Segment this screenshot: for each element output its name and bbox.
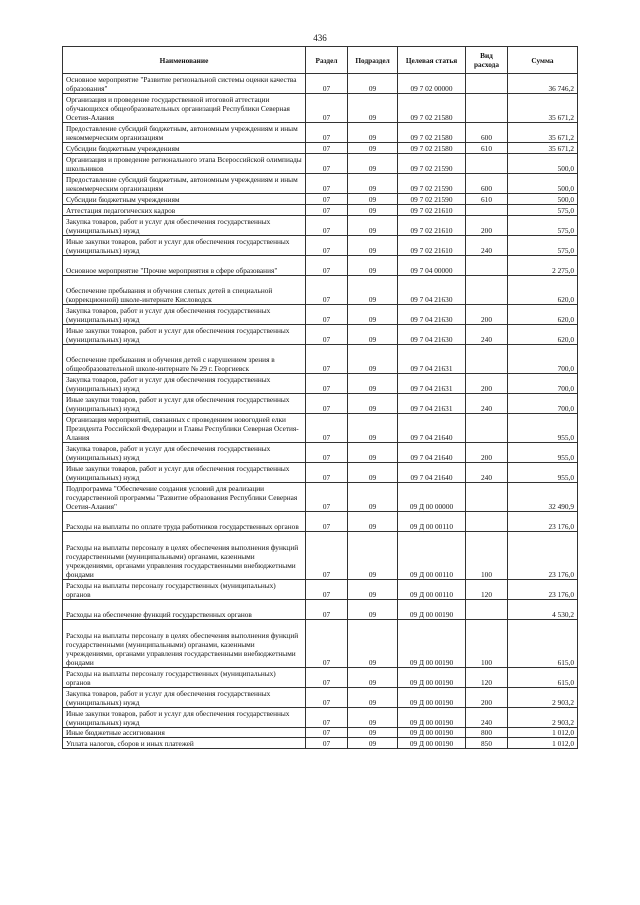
cell-sum: 23 176,0 — [508, 579, 578, 599]
cell-subsection: 09 — [348, 373, 398, 393]
cell-target-article: 09 7 04 21631 — [398, 393, 466, 413]
cell-target-article: 09 7 04 21630 — [398, 304, 466, 324]
cell-name: Расходы на выплаты персоналу государственных (муниципальных) органов — [63, 667, 306, 687]
cell-target-article: 09 7 02 00000 — [398, 74, 466, 94]
cell-section: 07 — [306, 173, 348, 193]
cell-section: 07 — [306, 123, 348, 143]
cell-section: 07 — [306, 687, 348, 707]
table-row — [63, 532, 578, 580]
cell-section: 07 — [306, 413, 348, 442]
header-row — [63, 47, 578, 74]
cell-expense-type: 120 — [466, 579, 508, 599]
cell-sum: 955,0 — [508, 443, 578, 463]
cell-name: Субсидии бюджетным учреждениям — [63, 193, 306, 204]
cell-expense-type: 200 — [466, 304, 508, 324]
cell-name: Расходы на выплаты персоналу в целях обеспечения выполнения функций государственными (муниципальными) органами, казенными учреждениями, органами управления государственными внебюджетными фондами — [63, 532, 306, 580]
cell-name: Основное мероприятие "Прочие мероприятия в сфере образования" — [63, 255, 306, 275]
cell-sum: 615,0 — [508, 619, 578, 667]
cell-name: Расходы на обеспечение функций государственных органов — [63, 599, 306, 619]
cell-sum: 700,0 — [508, 393, 578, 413]
cell-subsection: 09 — [348, 738, 398, 749]
cell-expense-type — [466, 344, 508, 373]
cell-target-article: 09 7 02 21590 — [398, 193, 466, 204]
cell-subsection: 09 — [348, 74, 398, 94]
cell-expense-type — [466, 94, 508, 123]
cell-section: 07 — [306, 393, 348, 413]
cell-expense-type — [466, 413, 508, 442]
cell-name: Основное мероприятие "Развитие региональной системы оценки качества образования" — [63, 74, 306, 94]
header-section: Раздел — [306, 47, 348, 74]
table-row — [63, 215, 578, 235]
cell-subsection: 09 — [348, 727, 398, 738]
table-row — [63, 707, 578, 727]
cell-subsection: 09 — [348, 579, 398, 599]
cell-target-article: 09 7 04 21630 — [398, 324, 466, 344]
cell-section: 07 — [306, 204, 348, 215]
cell-subsection: 09 — [348, 413, 398, 442]
cell-section: 07 — [306, 235, 348, 255]
table-row — [63, 235, 578, 255]
cell-target-article: 09 Д 00 00190 — [398, 619, 466, 667]
cell-subsection: 09 — [348, 443, 398, 463]
cell-sum: 620,0 — [508, 275, 578, 304]
cell-subsection: 09 — [348, 599, 398, 619]
header-sum: Сумма — [508, 47, 578, 74]
cell-subsection: 09 — [348, 619, 398, 667]
cell-sum: 1 012,0 — [508, 727, 578, 738]
cell-name: Организация мероприятий, связанных с проведением новогодней елки Президента Российской Федерации и Главы Республики Северная Осетия-Алания — [63, 413, 306, 442]
cell-name: Иные закупки товаров, работ и услуг для обеспечения государственных (муниципальных) нужд — [63, 707, 306, 727]
cell-target-article: 09 7 04 21630 — [398, 275, 466, 304]
table-row — [63, 123, 578, 143]
cell-subsection: 09 — [348, 393, 398, 413]
cell-target-article: 09 Д 00 00110 — [398, 512, 466, 532]
cell-expense-type — [466, 153, 508, 173]
cell-expense-type: 850 — [466, 738, 508, 749]
cell-name: Закупка товаров, работ и услуг для обеспечения государственных (муниципальных) нужд — [63, 215, 306, 235]
cell-expense-type: 800 — [466, 727, 508, 738]
table-row — [63, 324, 578, 344]
table-row — [63, 275, 578, 304]
cell-expense-type: 100 — [466, 619, 508, 667]
cell-name: Предоставление субсидий бюджетным, автономным учреждениям и иным некоммерческим организациям — [63, 173, 306, 193]
cell-expense-type: 240 — [466, 707, 508, 727]
cell-target-article: 09 Д 00 00190 — [398, 687, 466, 707]
cell-expense-type — [466, 255, 508, 275]
cell-sum: 500,0 — [508, 153, 578, 173]
table-body — [63, 74, 578, 749]
cell-name: Обеспечение пребывания и обучения детей с нарушением зрения в общеобразовательной школе-интернате № 29 г. Георгиевск — [63, 344, 306, 373]
cell-sum: 2 903,2 — [508, 687, 578, 707]
cell-subsection: 09 — [348, 255, 398, 275]
cell-expense-type: 120 — [466, 667, 508, 687]
cell-target-article: 09 7 04 21640 — [398, 413, 466, 442]
cell-name: Подпрограмма "Обеспечение создания условий для реализации государственной программы "Развитие образования Республики Северная Осетия-Алания" — [63, 483, 306, 512]
cell-subsection: 09 — [348, 143, 398, 154]
cell-target-article: 09 7 02 21580 — [398, 94, 466, 123]
table-row — [63, 599, 578, 619]
cell-expense-type: 610 — [466, 193, 508, 204]
cell-name: Иные закупки товаров, работ и услуг для обеспечения государственных (муниципальных) нужд — [63, 393, 306, 413]
cell-expense-type: 200 — [466, 443, 508, 463]
cell-name: Иные закупки товаров, работ и услуг для обеспечения государственных (муниципальных) нужд — [63, 463, 306, 483]
cell-name: Субсидии бюджетным учреждениям — [63, 143, 306, 154]
header-subsection: Подраздел — [348, 47, 398, 74]
table-row — [63, 727, 578, 738]
table-row — [63, 173, 578, 193]
cell-sum: 23 176,0 — [508, 512, 578, 532]
cell-expense-type: 200 — [466, 215, 508, 235]
table-header — [63, 47, 578, 74]
cell-sum: 500,0 — [508, 173, 578, 193]
cell-sum: 35 671,2 — [508, 94, 578, 123]
cell-target-article: 09 7 04 21640 — [398, 443, 466, 463]
cell-name: Обеспечение пребывания и обучения слепых детей в специальной (коррекционной) школе-интернате Кисловодск — [63, 275, 306, 304]
cell-subsection: 09 — [348, 532, 398, 580]
cell-sum: 700,0 — [508, 373, 578, 393]
cell-expense-type: 600 — [466, 123, 508, 143]
cell-sum: 955,0 — [508, 413, 578, 442]
cell-sum: 575,0 — [508, 215, 578, 235]
cell-name: Иные закупки товаров, работ и услуг для обеспечения государственных (муниципальных) нужд — [63, 324, 306, 344]
table-row — [63, 143, 578, 154]
table-row — [63, 443, 578, 463]
cell-target-article: 09 7 02 21610 — [398, 235, 466, 255]
cell-sum: 35 671,2 — [508, 143, 578, 154]
cell-target-article: 09 7 02 21610 — [398, 204, 466, 215]
cell-sum: 575,0 — [508, 235, 578, 255]
cell-subsection: 09 — [348, 173, 398, 193]
cell-expense-type — [466, 512, 508, 532]
cell-name: Предоставление субсидий бюджетным, автономным учреждениям и иным некоммерческим организациям — [63, 123, 306, 143]
cell-expense-type: 200 — [466, 687, 508, 707]
cell-subsection: 09 — [348, 123, 398, 143]
cell-section: 07 — [306, 94, 348, 123]
cell-target-article: 09 Д 00 00110 — [398, 532, 466, 580]
cell-sum: 36 746,2 — [508, 74, 578, 94]
table-row — [63, 483, 578, 512]
cell-sum: 1 012,0 — [508, 738, 578, 749]
cell-target-article: 09 7 02 21580 — [398, 143, 466, 154]
cell-name: Организация и проведение государственной итоговой аттестации обучающихся общеобразовательных организаций Республики Северная Осетия-Алания — [63, 94, 306, 123]
cell-subsection: 09 — [348, 204, 398, 215]
table-row — [63, 255, 578, 275]
cell-section: 07 — [306, 738, 348, 749]
table-row — [63, 393, 578, 413]
cell-section: 07 — [306, 153, 348, 173]
cell-section: 07 — [306, 727, 348, 738]
cell-sum: 955,0 — [508, 463, 578, 483]
cell-subsection: 09 — [348, 687, 398, 707]
cell-section: 07 — [306, 373, 348, 393]
cell-section: 07 — [306, 532, 348, 580]
cell-section: 07 — [306, 512, 348, 532]
cell-subsection: 09 — [348, 153, 398, 173]
table-row — [63, 512, 578, 532]
cell-target-article: 09 7 02 21610 — [398, 215, 466, 235]
cell-sum: 35 671,2 — [508, 123, 578, 143]
cell-sum: 575,0 — [508, 204, 578, 215]
table-row — [63, 373, 578, 393]
cell-expense-type: 610 — [466, 143, 508, 154]
page-number: 436 — [313, 33, 327, 43]
cell-subsection: 09 — [348, 275, 398, 304]
cell-subsection: 09 — [348, 707, 398, 727]
cell-subsection: 09 — [348, 667, 398, 687]
cell-subsection: 09 — [348, 94, 398, 123]
budget-table — [62, 46, 578, 749]
cell-section: 07 — [306, 143, 348, 154]
cell-section: 07 — [306, 443, 348, 463]
table-row — [63, 94, 578, 123]
cell-section: 07 — [306, 463, 348, 483]
cell-sum: 32 490,9 — [508, 483, 578, 512]
cell-section: 07 — [306, 324, 348, 344]
cell-subsection: 09 — [348, 324, 398, 344]
cell-expense-type — [466, 204, 508, 215]
cell-sum: 620,0 — [508, 304, 578, 324]
table-row — [63, 667, 578, 687]
table-row — [63, 619, 578, 667]
cell-name: Организация и проведение регионального этапа Всероссийской олимпиады школьников — [63, 153, 306, 173]
cell-name: Иные закупки товаров, работ и услуг для обеспечения государственных (муниципальных) нужд — [63, 235, 306, 255]
header-expense-type: Вид расхода — [466, 47, 508, 74]
header-name: Наименование — [63, 47, 306, 74]
cell-subsection: 09 — [348, 463, 398, 483]
cell-name: Расходы на выплаты персоналу государственных (муниципальных) органов — [63, 579, 306, 599]
cell-name: Закупка товаров, работ и услуг для обеспечения государственных (муниципальных) нужд — [63, 373, 306, 393]
cell-expense-type: 100 — [466, 532, 508, 580]
table-row — [63, 304, 578, 324]
table-row — [63, 463, 578, 483]
table-row — [63, 74, 578, 94]
cell-sum: 2 903,2 — [508, 707, 578, 727]
cell-section: 07 — [306, 619, 348, 667]
cell-sum: 4 530,2 — [508, 599, 578, 619]
cell-expense-type — [466, 483, 508, 512]
cell-expense-type: 240 — [466, 463, 508, 483]
cell-section: 07 — [306, 707, 348, 727]
cell-expense-type — [466, 599, 508, 619]
cell-target-article: 09 7 02 21590 — [398, 173, 466, 193]
cell-subsection: 09 — [348, 483, 398, 512]
cell-target-article: 09 7 04 21640 — [398, 463, 466, 483]
table-row — [63, 193, 578, 204]
cell-target-article: 09 Д 00 00110 — [398, 579, 466, 599]
cell-expense-type: 240 — [466, 393, 508, 413]
cell-sum: 700,0 — [508, 344, 578, 373]
cell-name: Расходы на выплаты по оплате труда работников государственных органов — [63, 512, 306, 532]
cell-target-article: 09 Д 00 00190 — [398, 667, 466, 687]
cell-section: 07 — [306, 193, 348, 204]
cell-expense-type: 240 — [466, 235, 508, 255]
cell-expense-type — [466, 275, 508, 304]
cell-expense-type: 200 — [466, 373, 508, 393]
cell-sum: 615,0 — [508, 667, 578, 687]
table-row — [63, 153, 578, 173]
cell-target-article: 09 7 04 21631 — [398, 373, 466, 393]
cell-expense-type — [466, 74, 508, 94]
cell-subsection: 09 — [348, 215, 398, 235]
cell-target-article: 09 7 02 21590 — [398, 153, 466, 173]
cell-target-article: 09 Д 00 00190 — [398, 707, 466, 727]
table-row — [63, 738, 578, 749]
cell-expense-type: 600 — [466, 173, 508, 193]
table-row — [63, 579, 578, 599]
cell-subsection: 09 — [348, 344, 398, 373]
table-row — [63, 687, 578, 707]
cell-target-article: 09 Д 00 00190 — [398, 727, 466, 738]
table-row — [63, 413, 578, 442]
cell-section: 07 — [306, 667, 348, 687]
cell-name: Расходы на выплаты персоналу в целях обеспечения выполнения функций государственными (муниципальными) органами, казенными учреждениями, органами управления государственными внебюджетными фондами — [63, 619, 306, 667]
cell-sum: 620,0 — [508, 324, 578, 344]
cell-section: 07 — [306, 275, 348, 304]
cell-section: 07 — [306, 599, 348, 619]
cell-target-article: 09 7 02 21580 — [398, 123, 466, 143]
cell-sum: 2 275,0 — [508, 255, 578, 275]
cell-subsection: 09 — [348, 235, 398, 255]
cell-target-article: 09 Д 00 00190 — [398, 738, 466, 749]
cell-subsection: 09 — [348, 193, 398, 204]
cell-name: Уплата налогов, сборов и иных платежей — [63, 738, 306, 749]
cell-sum: 500,0 — [508, 193, 578, 204]
table-row — [63, 344, 578, 373]
cell-name: Закупка товаров, работ и услуг для обеспечения государственных (муниципальных) нужд — [63, 687, 306, 707]
cell-section: 07 — [306, 74, 348, 94]
cell-section: 07 — [306, 304, 348, 324]
table-row — [63, 204, 578, 215]
cell-name: Закупка товаров, работ и услуг для обеспечения государственных (муниципальных) нужд — [63, 443, 306, 463]
cell-target-article: 09 7 04 00000 — [398, 255, 466, 275]
cell-section: 07 — [306, 255, 348, 275]
cell-target-article: 09 Д 00 00190 — [398, 599, 466, 619]
cell-target-article: 09 7 04 21631 — [398, 344, 466, 373]
cell-target-article: 09 Д 00 00000 — [398, 483, 466, 512]
cell-section: 07 — [306, 344, 348, 373]
cell-subsection: 09 — [348, 304, 398, 324]
cell-name: Закупка товаров, работ и услуг для обеспечения государственных (муниципальных) нужд — [63, 304, 306, 324]
cell-section: 07 — [306, 579, 348, 599]
header-target-article: Целевая статья — [398, 47, 466, 74]
cell-sum: 23 176,0 — [508, 532, 578, 580]
cell-section: 07 — [306, 483, 348, 512]
cell-expense-type: 240 — [466, 324, 508, 344]
cell-section: 07 — [306, 215, 348, 235]
cell-subsection: 09 — [348, 512, 398, 532]
cell-name: Аттестация педагогических кадров — [63, 204, 306, 215]
cell-name: Иные бюджетные ассигнования — [63, 727, 306, 738]
